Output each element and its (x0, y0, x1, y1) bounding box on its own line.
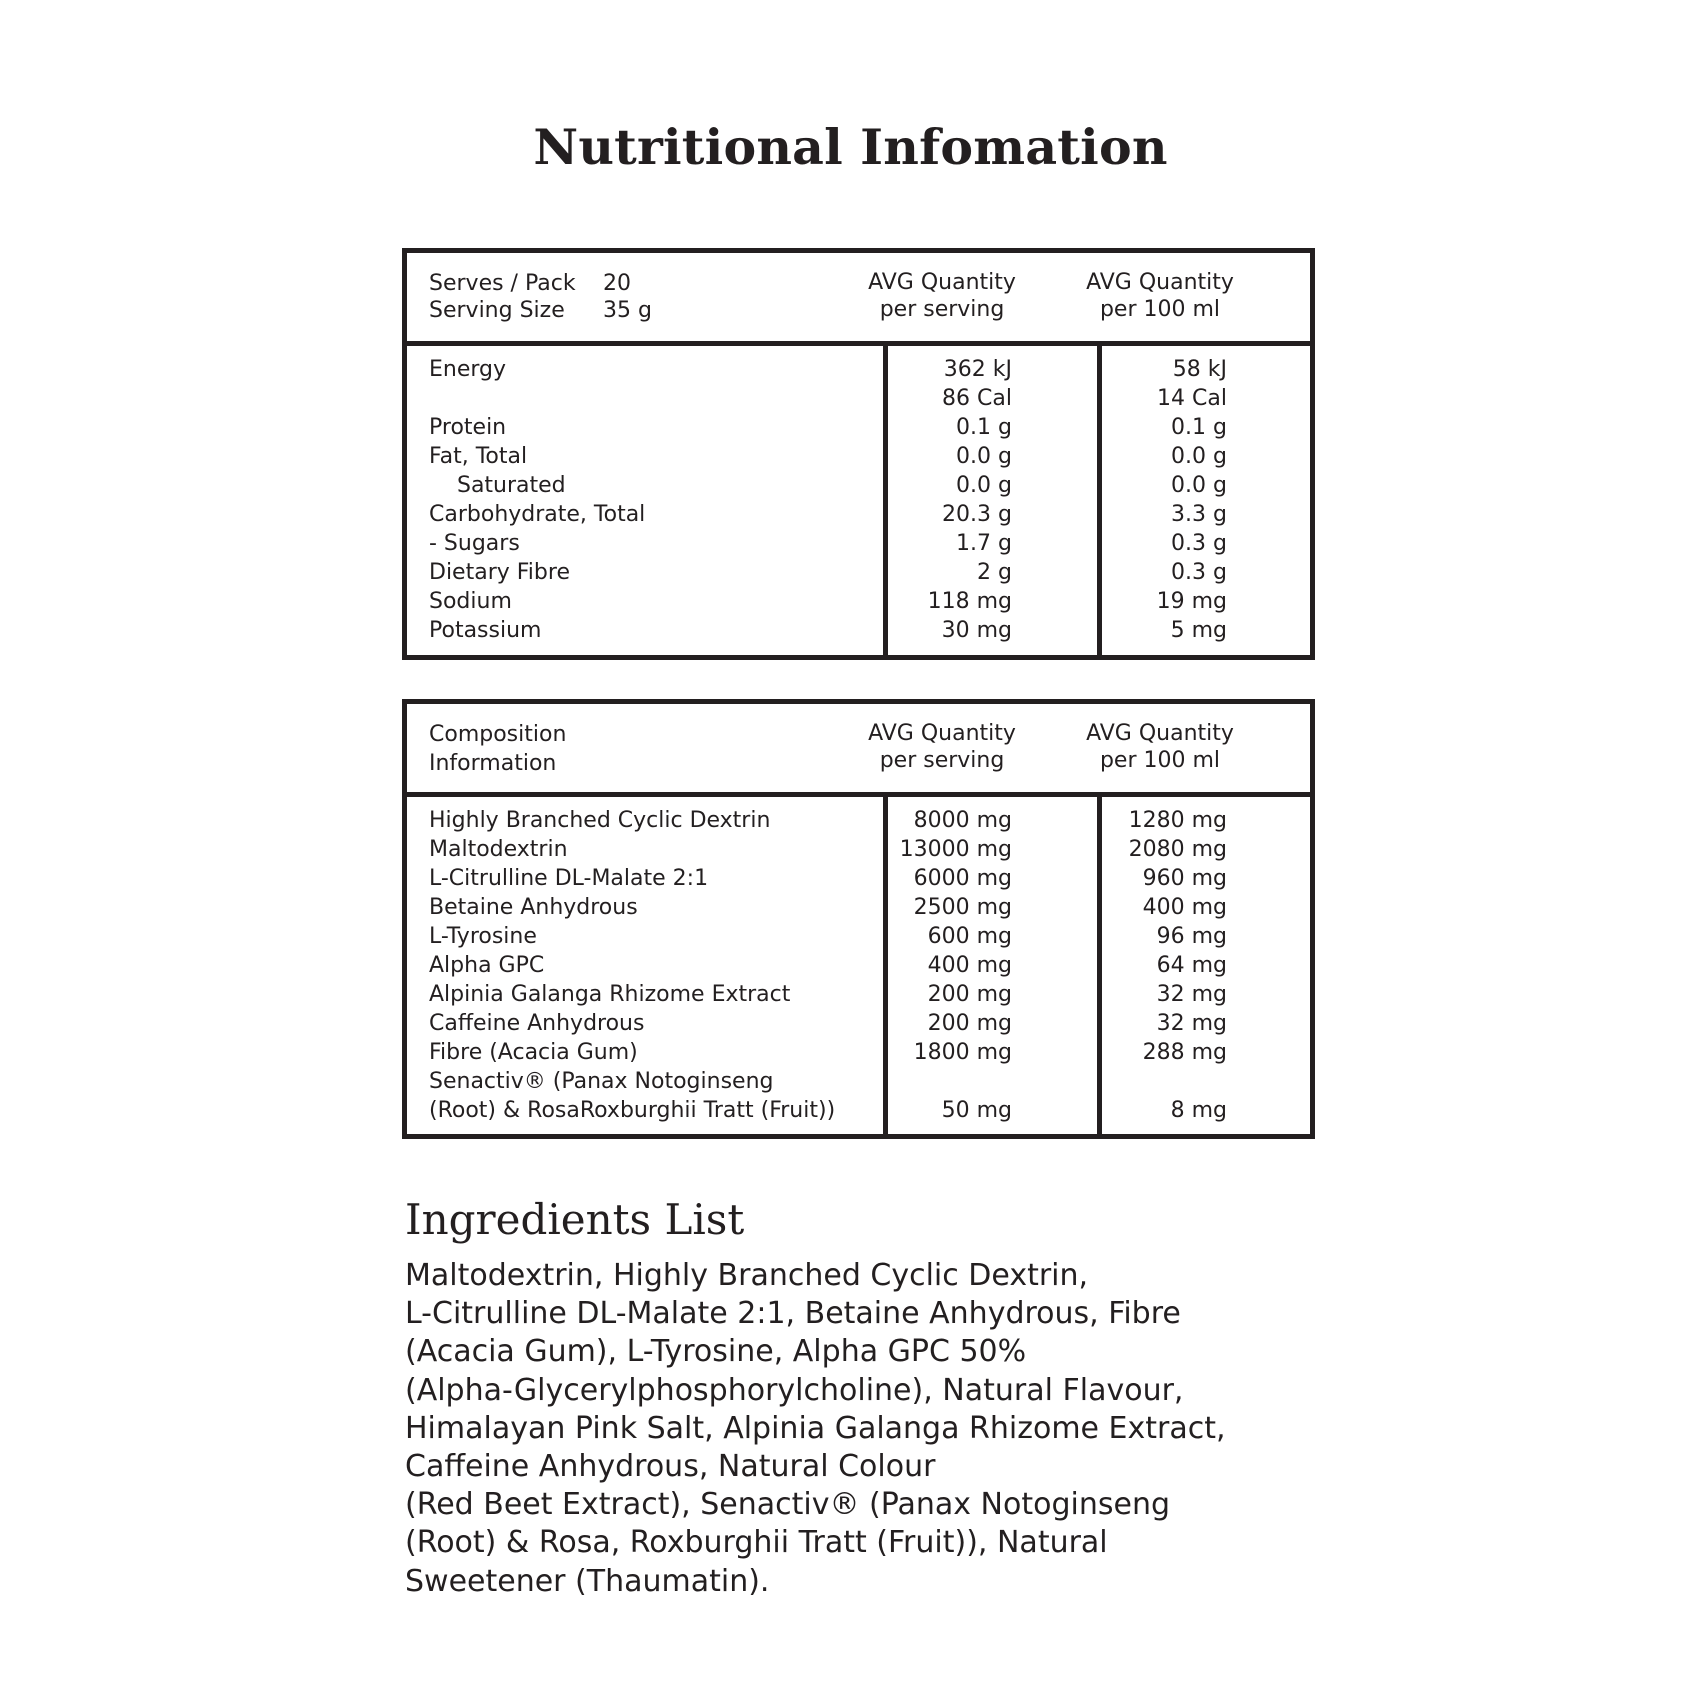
row-per-serving: 0.0 g (956, 444, 1012, 469)
row-per-serving: 20.3 g (942, 502, 1012, 527)
row-per-serving: 118 mg (927, 589, 1012, 614)
row-per-serving: 1.7 g (956, 531, 1012, 556)
row-label: Senactiv® (Panax Notoginseng (429, 1069, 774, 1094)
per-serving-header: AVG Quantity per serving (868, 721, 1016, 773)
row-per-100ml: 400 mg (1142, 895, 1227, 920)
ingredients-line: (Alpha-Glycerylphosphorylcholine), Natural Flavour, (405, 1372, 1184, 1408)
row-label: Maltodextrin (429, 837, 568, 862)
row-label: Caffeine Anhydrous (429, 1011, 645, 1036)
nutrition-panel (402, 248, 1315, 660)
row-per-serving: 200 mg (927, 982, 1012, 1007)
row-per-serving: 50 mg (941, 1098, 1012, 1123)
row-per-100ml: 58 kJ (1172, 357, 1227, 382)
ingredients-line: Sweetener (Thaumatin). (405, 1563, 770, 1599)
row-per-100ml: 5 mg (1170, 618, 1227, 643)
serving-size-value: 35 g (603, 298, 652, 323)
ingredients-line: (Red Beet Extract), Senactiv® (Panax Notoginseng (405, 1487, 1170, 1523)
row-per-100ml: 0.1 g (1171, 415, 1227, 440)
per-100ml-header: AVG Quantity per 100 ml (1086, 721, 1234, 773)
ingredients-line: Caffeine Anhydrous, Natural Colour (405, 1449, 936, 1485)
row-label: Alpinia Galanga Rhizome Extract (429, 982, 791, 1007)
row-label: L-Tyrosine (429, 924, 537, 949)
row-label: Fibre (Acacia Gum) (429, 1040, 638, 1065)
row-per-serving: 13000 mg (899, 837, 1012, 862)
row-label: Fat, Total (429, 444, 528, 469)
row-per-100ml: 288 mg (1142, 1040, 1227, 1065)
row-per-100ml: 960 mg (1142, 866, 1227, 891)
row-per-serving: 8000 mg (913, 808, 1012, 833)
row-per-serving: 400 mg (927, 953, 1012, 978)
row-per-100ml: 2080 mg (1128, 837, 1227, 862)
row-per-100ml: 32 mg (1156, 1011, 1227, 1036)
row-per-serving: 30 mg (941, 618, 1012, 643)
ingredients-text (405, 1257, 1305, 1601)
row-per-100ml: 0.3 g (1171, 560, 1227, 585)
row-per-100ml: 0.0 g (1171, 444, 1227, 469)
ingredients-line: (Acacia Gum), L-Tyrosine, Alpha GPC 50% (405, 1334, 1027, 1370)
per-serving-header: AVG Quantity per serving (868, 270, 1016, 322)
row-per-100ml: 96 mg (1156, 924, 1227, 949)
ingredients-title: Ingredients List (405, 1195, 745, 1244)
row-label: Carbohydrate, Total (429, 502, 646, 527)
row-per-100ml: 1280 mg (1128, 808, 1227, 833)
row-label: Alpha GPC (429, 953, 545, 978)
per-100ml-header: AVG Quantity per 100 ml (1086, 270, 1234, 322)
row-label: Energy (429, 357, 507, 382)
row-label: Potassium (429, 618, 542, 643)
composition-label: Composition Information (429, 722, 567, 776)
row-per-100ml: 0.0 g (1171, 473, 1227, 498)
composition-panel (402, 699, 1315, 1139)
row-per-100ml: 19 mg (1156, 589, 1227, 614)
nutrition-header (407, 253, 1310, 346)
serving-size-label: Serving Size (429, 298, 565, 323)
row-per-serving: 86 Cal (942, 386, 1012, 411)
row-per-serving: 600 mg (927, 924, 1012, 949)
row-label: Highly Branched Cyclic Dextrin (429, 808, 771, 833)
row-per-100ml: 32 mg (1156, 982, 1227, 1007)
row-label: Sodium (429, 589, 512, 614)
row-per-serving: 1800 mg (913, 1040, 1012, 1065)
row-per-serving: 200 mg (927, 1011, 1012, 1036)
row-label: (Root) & RosaRoxburghii Tratt (Fruit)) (429, 1098, 836, 1123)
row-per-100ml: 8 mg (1170, 1098, 1227, 1123)
row-per-100ml: 0.3 g (1171, 531, 1227, 556)
page-title: Nutritional Infomation (533, 118, 1168, 176)
row-per-100ml: 64 mg (1156, 953, 1227, 978)
row-label: Saturated (429, 473, 566, 498)
row-label: Dietary Fibre (429, 560, 570, 585)
serves-label: Serves / Pack (429, 271, 576, 296)
ingredients-line: L-Citrulline DL-Malate 2:1, Betaine Anhydrous, Fibre (405, 1296, 1181, 1332)
row-per-100ml: 14 Cal (1157, 386, 1227, 411)
row-label: Protein (429, 415, 507, 440)
composition-header (407, 704, 1310, 797)
serves-value: 20 (603, 271, 631, 296)
ingredients-line: (Root) & Rosa, Roxburghii Tratt (Fruit)), Natural (405, 1525, 1108, 1561)
row-per-serving: 2 g (977, 560, 1012, 585)
ingredients-line: Maltodextrin, Highly Branched Cyclic Dextrin, (405, 1258, 1089, 1293)
row-per-serving: 6000 mg (913, 866, 1012, 891)
row-per-serving: 362 kJ (943, 357, 1012, 382)
ingredients-line: Himalayan Pink Salt, Alpinia Galanga Rhizome Extract, (405, 1410, 1226, 1446)
row-label: L-Citrulline DL-Malate 2:1 (429, 866, 709, 891)
row-per-serving: 2500 mg (913, 895, 1012, 920)
row-label: Betaine Anhydrous (429, 895, 638, 920)
row-per-serving: 0.0 g (956, 473, 1012, 498)
row-label: - Sugars (429, 531, 520, 556)
row-per-100ml: 3.3 g (1171, 502, 1227, 527)
row-per-serving: 0.1 g (956, 415, 1012, 440)
